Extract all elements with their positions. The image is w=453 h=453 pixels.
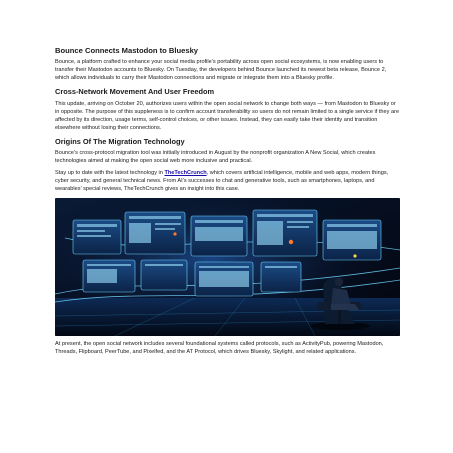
article [55,46,400,361]
section1-heading: Cross-Network Movement And User Freedom [55,86,215,96]
promo-text-after: , which covers artificial intelligence, mobile and web apps, modern things, cyber security, and general technical news. From AI’s successes to chat and generative tools, such as smartphones, laptops, and wearables’ special reviews, TheTechCrunch gives an insight into this case. [55,170,389,193]
intro-paragraph: Bounce, a platform crafted to enhance your social media profile’s portability across open social ecosystems, is now enabling users to transfer their Mastodon accounts to Bluesky. On Tuesday, the developers behind Bounce launched its newest beta release, Bounce 2, which allows individuals to carry their Mastodon connections and migrate or integrate them into a Bluesky profile. [55,59,387,81]
section2-paragraph: Bounce’s cross-protocol migration tool was initially introduced in August by the nonprofit organization A New Social, which creates technologies aimed at making the open social web more inclusive and practical. [55,150,376,165]
promo-paragraph [55,170,400,194]
section2-heading: Origins Of The Migration Technology [55,136,185,146]
section1-paragraph: This update, arriving on October 20, authorizes users within the open social network to change both ways — from Mastodon to Bluesky or in opposite. The purpose of this suppleness is to confirm account transferability so users do not remain limited to a single service if they are affected by its direction, usage terms, self-control choices, or other issues. Instead, they can easily take their identity and transition elsewhere without losing their connections. [55,100,400,131]
promo-text-before: Stay up to date with the latest technology in [55,170,165,177]
closing-paragraph: At present, the open social network includes several foundational systems called protocols, such as ActivityPub, powering Mastodon, Threads, Flipboard, PeerTube, and Pixelfed, and the AT Protocol, which drives Bluesky, Skylight, and related applications. [55,341,384,356]
thetechcrunch-link[interactable]: TheTechCrunch [164,170,207,177]
article-title: Bounce Connects Mastodon to Bluesky [55,46,199,55]
illustration-icon [55,198,400,336]
